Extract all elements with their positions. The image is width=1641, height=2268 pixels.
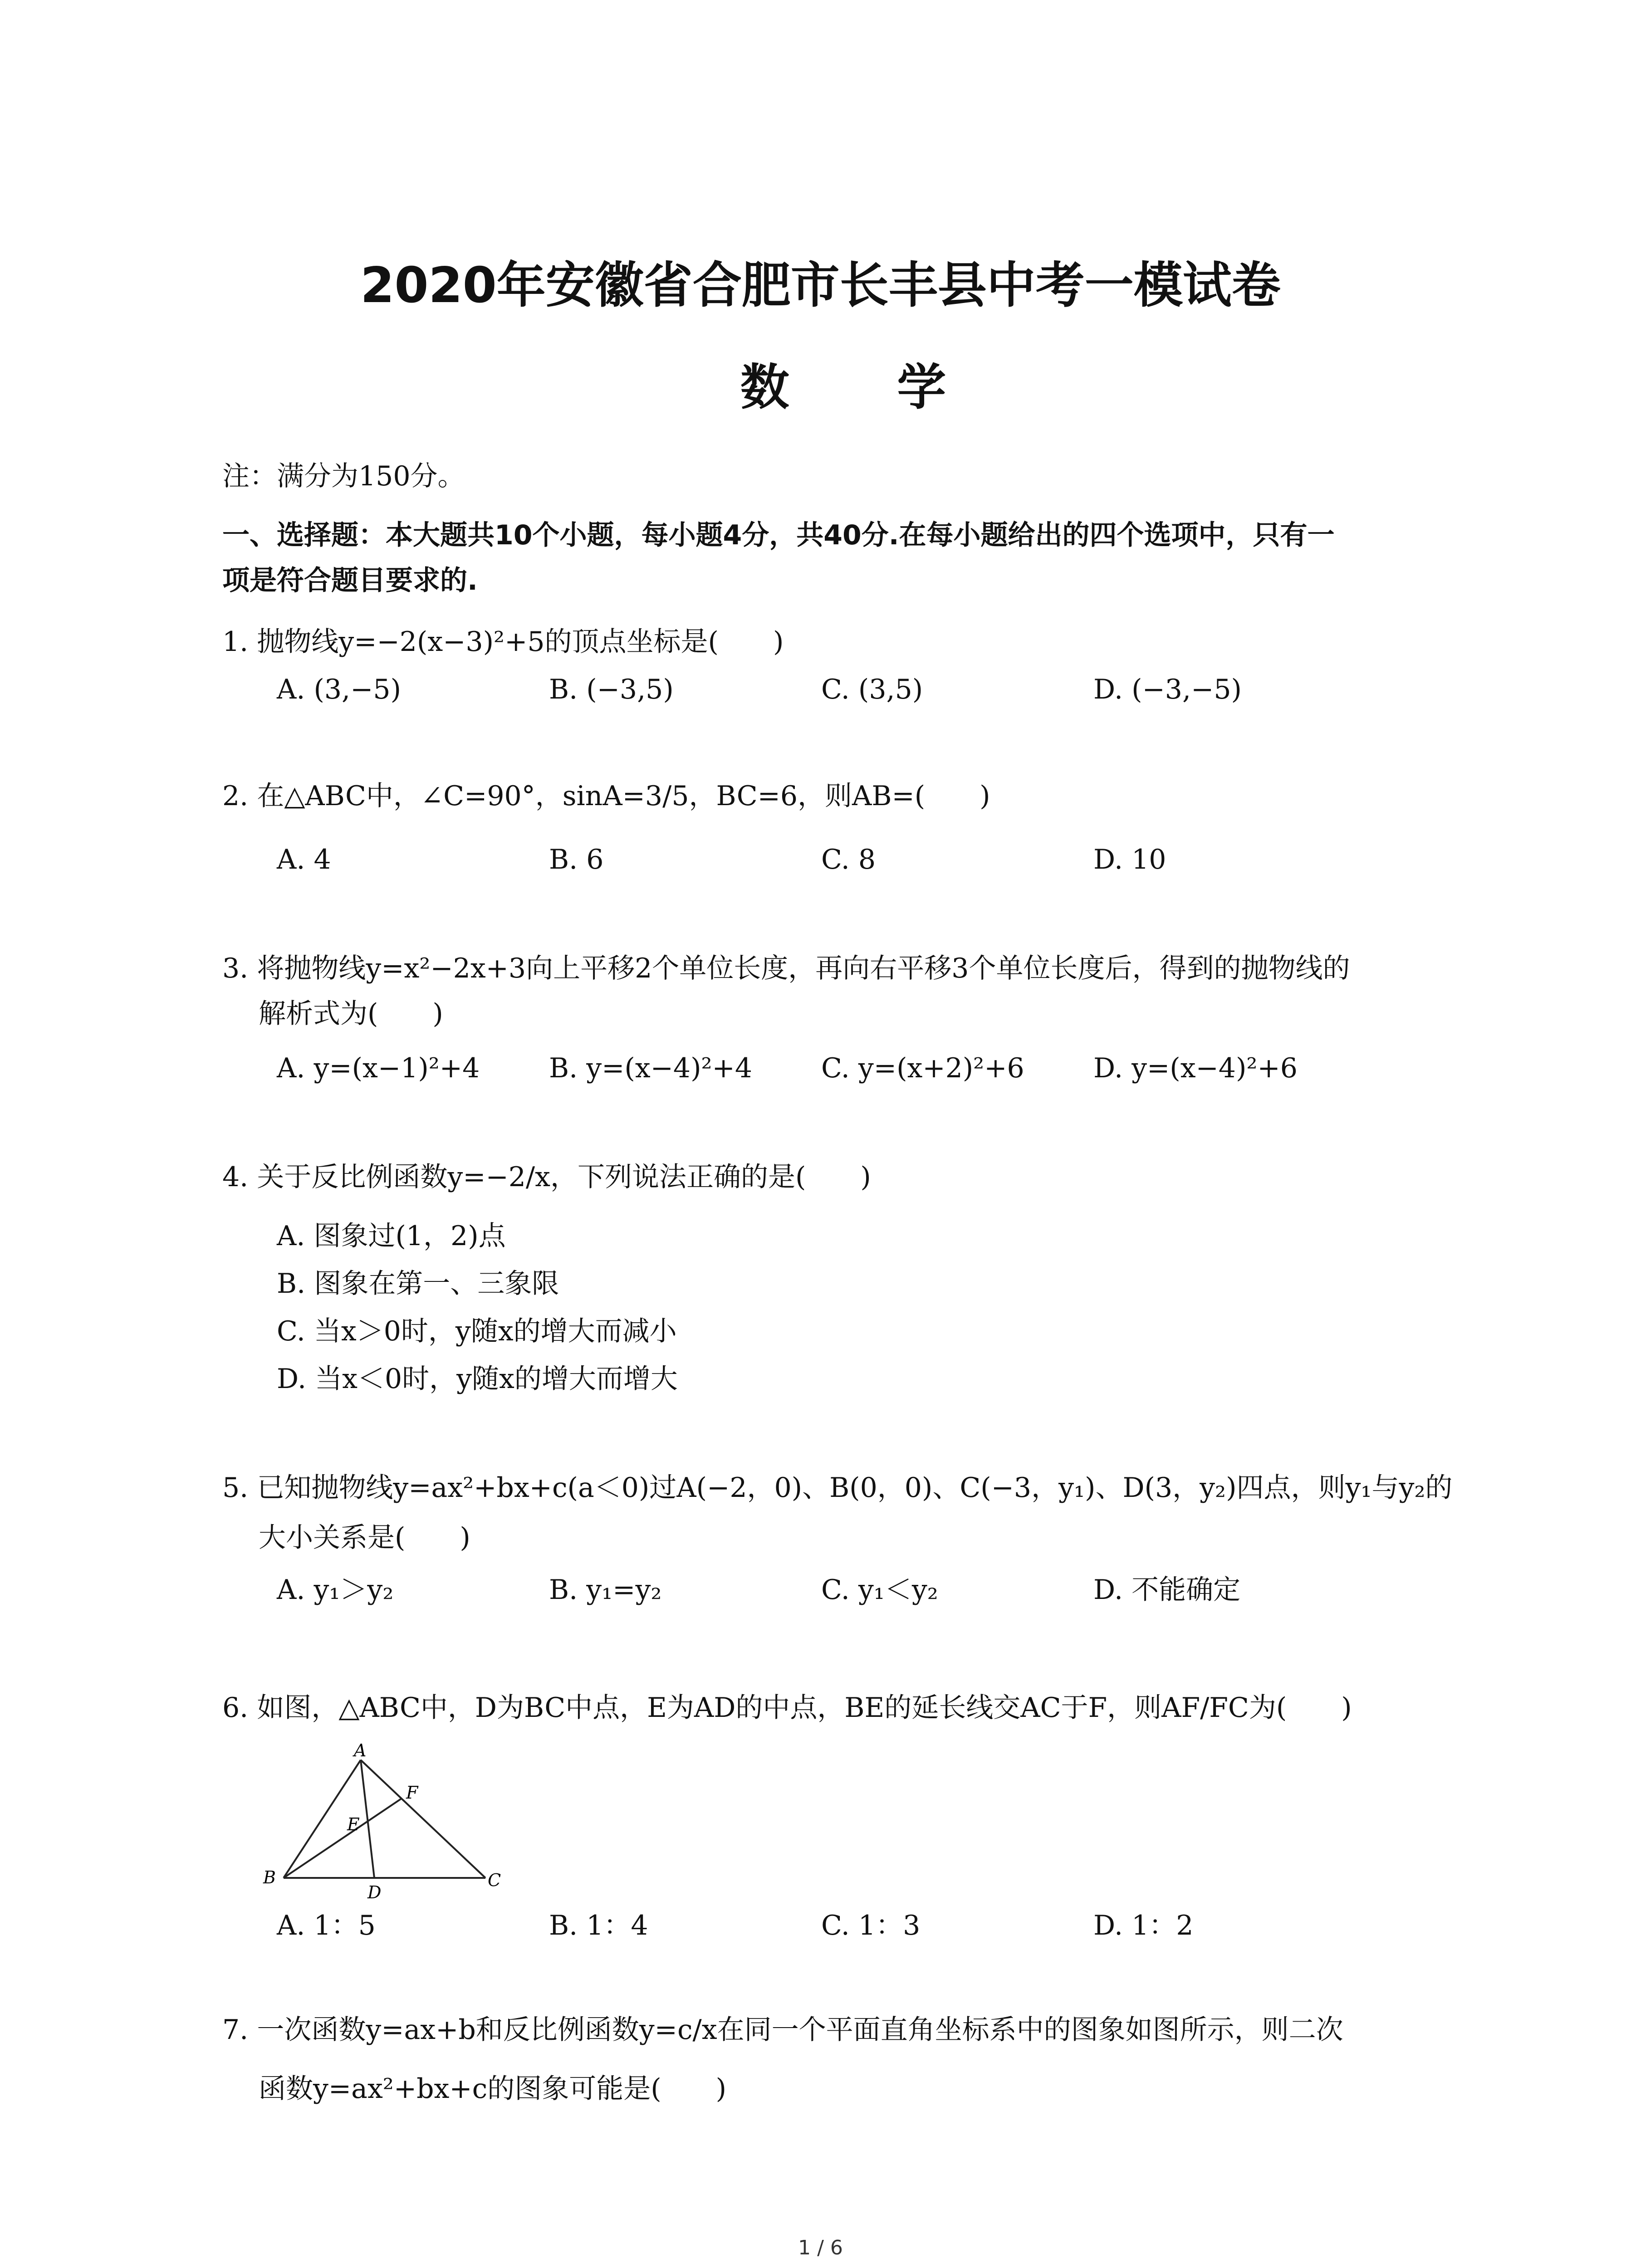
question-4-option-a: A. 图象过(1，2)点 <box>277 1220 506 1252</box>
question-3-stem-line-1: 3. 将抛物线y=x²−2x+3向上平移2个单位长度，再向右平移3个单位长度后，得到的抛物线的 <box>222 953 1350 984</box>
segment-bf <box>284 1799 402 1878</box>
section-heading-line-2: 项是符合题目要求的. <box>222 565 478 596</box>
label-c: C <box>488 1870 501 1890</box>
question-1-option-d: D. (−3,−5) <box>1093 674 1242 705</box>
question-2-option-b: B. 6 <box>549 844 604 875</box>
subject-title: 数 学 <box>740 359 992 416</box>
label-b: B <box>263 1867 276 1887</box>
question-2-option-d: D. 10 <box>1093 844 1166 875</box>
question-6-option-a: A. 1：5 <box>277 1910 376 1941</box>
question-1-option-b: B. (−3,5) <box>549 674 674 705</box>
question-3-option-a: A. y=(x−1)²+4 <box>277 1052 480 1084</box>
question-3-option-c: C. y=(x+2)²+6 <box>821 1052 1024 1084</box>
label-e: E <box>347 1814 360 1834</box>
question-6-option-d: D. 1：2 <box>1093 1910 1194 1941</box>
triangle-figure <box>259 1742 513 1905</box>
question-4-option-c: C. 当x＞0时，y随x的增大而减小 <box>277 1315 677 1347</box>
question-4-option-d: D. 当x＜0时，y随x的增大而增大 <box>277 1363 678 1395</box>
question-5-stem-line-2: 大小关系是( ) <box>259 1522 470 1554</box>
question-1-stem: 1. 抛物线y=−2(x−3)²+5的顶点坐标是( ) <box>222 626 784 658</box>
question-2-stem: 2. 在△ABC中，∠C=90°，sinA=3/5，BC=6，则AB=( ) <box>222 780 990 812</box>
question-4-stem: 4. 关于反比例函数y=−2/x，下列说法正确的是( ) <box>222 1161 871 1193</box>
question-5-option-c: C. y₁＜y₂ <box>821 1574 938 1606</box>
question-3-option-d: D. y=(x−4)²+6 <box>1093 1052 1298 1084</box>
question-7-stem-line-1: 7. 一次函数y=ax+b和反比例函数y=c/x在同一个平面直角坐标系中的图象如图所示，则二次 <box>222 2014 1343 2046</box>
question-7-stem-line-2: 函数y=ax²+bx+c的图象可能是( ) <box>259 2073 727 2105</box>
question-5-option-a: A. y₁＞y₂ <box>277 1574 394 1606</box>
question-2-option-c: C. 8 <box>821 844 876 875</box>
question-1-option-a: A. (3,−5) <box>277 674 401 705</box>
question-6-option-b: B. 1：4 <box>549 1910 648 1941</box>
score-note: 注：满分为150分。 <box>222 460 465 492</box>
page-title: 2020年安徽省合肥市长丰县中考一模试卷 <box>360 257 1281 314</box>
question-6-stem: 6. 如图，△ABC中，D为BC中点，E为AD的中点，BE的延长线交AC于F，则AF/FC为( ) <box>222 1692 1352 1724</box>
question-5-option-d: D. 不能确定 <box>1093 1574 1241 1606</box>
question-5-stem-line-1: 5. 已知抛物线y=ax²+bx+c(a＜0)过A(−2，0)、B(0，0)、C(−3，y₁)、D(3，y₂)四点，则y₁与y₂的 <box>222 1472 1453 1504</box>
question-6-option-c: C. 1：3 <box>821 1910 921 1941</box>
question-2-option-a: A. 4 <box>277 844 331 875</box>
label-f: F <box>406 1783 418 1803</box>
page-number: 1 / 6 <box>798 2236 843 2259</box>
label-d: D <box>367 1882 382 1902</box>
section-heading-line-1: 一、选择题：本大题共10个小题，每小题4分，共40分.在每小题给出的四个选项中，只有一 <box>222 519 1335 551</box>
question-3-option-b: B. y=(x−4)²+4 <box>549 1052 753 1084</box>
question-3-stem-line-2: 解析式为( ) <box>259 998 443 1030</box>
segment-ac <box>361 1760 485 1878</box>
question-1-option-c: C. (3,5) <box>821 674 923 705</box>
question-5-option-b: B. y₁=y₂ <box>549 1574 662 1606</box>
label-a: A <box>354 1742 367 1760</box>
question-4-option-b: B. 图象在第一、三象限 <box>277 1268 559 1300</box>
